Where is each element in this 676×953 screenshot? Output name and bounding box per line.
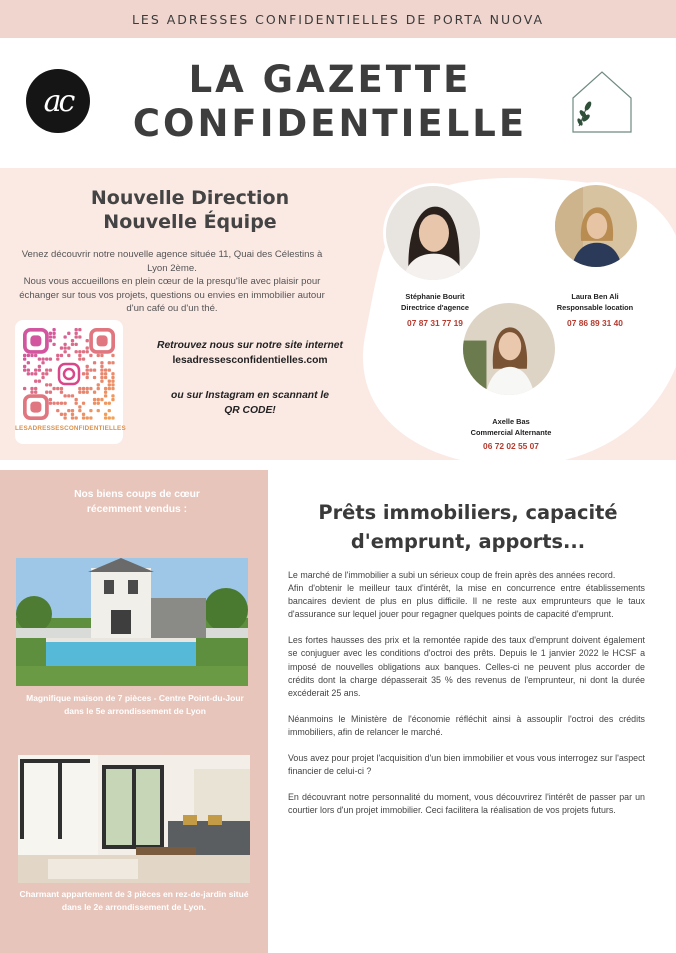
intro-section (0, 168, 676, 460)
apartment-caption: Charmant appartement de 3 pièces en rez-de-jardin situé dans le 2e arrondissement de Lyon. (19, 889, 249, 912)
team-name-laura (540, 292, 650, 313)
house-caption: Magnifique maison de 7 pièces - Centre Point-du-Jour dans le 5e arrondissement de Lyon (26, 693, 244, 716)
article-paragraph: Néanmoins le Ministère de l'économie réfléchit ainsi à assouplir l'octroi des crédits immobiliers, afin de relancer le marché. (288, 713, 645, 737)
team-member-role: Commercial Alternante (470, 427, 552, 437)
title-line-2: CONFIDENTIELLE (132, 102, 528, 145)
qr-code-icon[interactable] (23, 328, 115, 420)
intro-title (50, 186, 330, 234)
article-paragraph: Le marché de l'immobilier a subi un sérieux coup de frein après des années record. (288, 570, 616, 580)
instagram-line-1: ou sur Instagram en scannant le (171, 390, 329, 401)
house-leaf-icon (570, 68, 634, 134)
apartment-photo (18, 755, 250, 883)
team-phone-axelle[interactable]: 06 72 02 55 07 (483, 441, 539, 451)
house-photo (16, 558, 248, 686)
avatar-laura (552, 182, 640, 270)
intro-text-line: Venez découvrir notre nouvelle agence située 11, Quai des Célestins à (21, 249, 323, 260)
title-line-1: LA GAZETTE (188, 58, 472, 101)
intro-text (8, 248, 336, 316)
intro-text-line: Lyon 2ème. (147, 262, 197, 274)
team-member-name: Axelle Bas (492, 417, 530, 426)
article-paragraph: En découvrant notre personnalité du moment, vous découvrirez l'intérêt de passer par un courtier lors d'un projet immobilier. Ceci facilitera la réalisation de vos projets futurs. (288, 792, 645, 816)
article-paragraph: Les fortes hausses des prix et la remontée rapide des taux d'emprunt doivent également se conjuguer avec les conditions d'octroi des prêts. Depuis le 1 janvier 2022 le HCSF a imposé de nouvelles obligations aux banques. Celles-ci ne peuvent plus accorder de crédits dont la charge dépasserait 35 % des revenus de l'emprunteur, ni dont la durée excéderait 25 ans. (288, 635, 645, 698)
team-name-axelle (456, 417, 566, 438)
instagram-line-2: QR CODE! (224, 405, 276, 416)
intro-title-line-2: Nouvelle Équipe (103, 211, 277, 233)
sold-properties-column (0, 470, 268, 953)
ac-logo (26, 69, 90, 133)
article-paragraph: Afin d'obtenir le meilleur taux d'intérêt, la mise en concurrence entre établissements bancaires devient de plus en plus difficile. Il ne reste aux emprunteurs que le taux d'assurance sur lequel jouer pour regagner quelques points de capacité d'emprunt. (288, 583, 645, 620)
team-member-name: Stéphanie Bourit (405, 292, 465, 301)
article-body (288, 569, 645, 830)
top-banner (0, 0, 676, 38)
team-phone-laura[interactable]: 07 86 89 31 40 (567, 318, 623, 328)
intro-text-line: Nous vous accueillons en plein cœur de la presqu'île avec plaisir pour (23, 276, 321, 287)
instagram-callout (150, 388, 350, 418)
intro-text-line: échanger sur tous vos projets, questions ou envies en immobilier autour (19, 289, 325, 301)
intro-title-line-1: Nouvelle Direction (90, 187, 290, 209)
team-member-role: Responsable location (556, 302, 634, 312)
gazette-title (110, 58, 550, 146)
intro-text-line: d'un café ou d'un thé. (126, 303, 218, 314)
article-paragraph: Vous avez pour projet l'acquisition d'un bien immobilier et vous vous interrogez sur l'aspect financier de celui-ci ? (288, 753, 645, 777)
website-link[interactable]: lesadressesconfidentielles.com (172, 355, 328, 366)
qr-label: LESADRESSESCONFIDENTIELLES (15, 425, 126, 432)
team-member-role: Directrice d'agence (401, 302, 469, 312)
team-name-stephanie (380, 292, 490, 313)
website-callout (140, 338, 360, 368)
website-cta: Retrouvez nous sur notre site internet (157, 340, 343, 351)
avatar-axelle (460, 300, 558, 398)
sold-properties-title: Nos biens coups de cœur récemment vendus : (74, 489, 200, 515)
logo-text: ac (43, 83, 73, 119)
avatar-stephanie (383, 183, 483, 283)
qr-code-card[interactable] (15, 320, 126, 444)
team-member-name: Laura Ben Ali (571, 292, 619, 301)
team-phone-stephanie[interactable]: 07 87 31 77 19 (407, 318, 463, 328)
article-title: Prêts immobiliers, capacité d'emprunt, apports... (318, 501, 618, 553)
banner-text: LES ADRESSES CONFIDENTIELLES DE PORTA NUOVA (131, 11, 545, 27)
header (0, 38, 676, 168)
instagram-icon (59, 364, 79, 384)
